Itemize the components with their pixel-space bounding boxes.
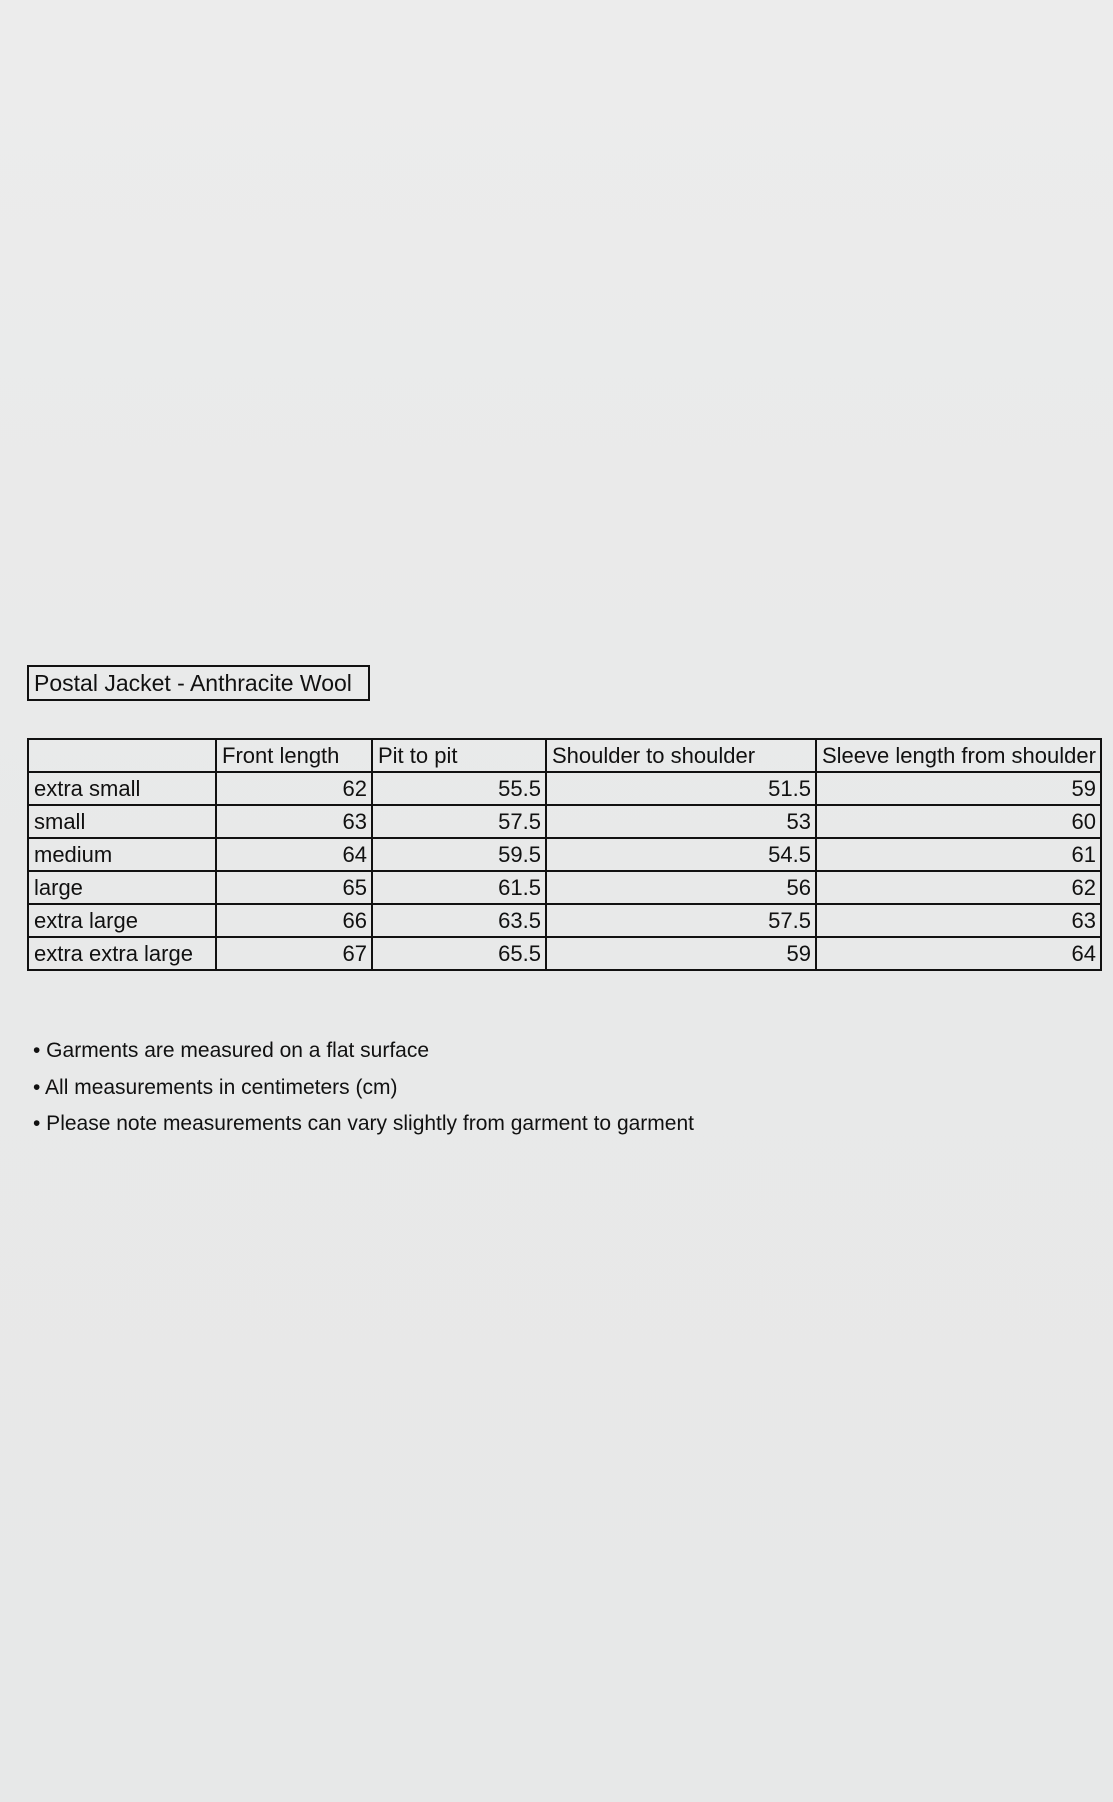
table-cell: 54.5 (546, 838, 816, 871)
measurement-notes (33, 1036, 694, 1146)
table-cell: 56 (546, 871, 816, 904)
table-cell: 53 (546, 805, 816, 838)
table-header-cell: Front length (216, 739, 372, 772)
table-header-row (28, 739, 1101, 772)
table-cell: 63 (216, 805, 372, 838)
table-row (28, 838, 1101, 871)
table-row (28, 805, 1101, 838)
table-cell: 62 (816, 871, 1101, 904)
note-item: • Please note measurements can vary slightly from garment to garment (33, 1112, 694, 1135)
table-row (28, 937, 1101, 970)
table-header-cell: Pit to pit (372, 739, 546, 772)
table-cell: 62 (216, 772, 372, 805)
table-cell: 64 (216, 838, 372, 871)
table-header-cell (28, 739, 216, 772)
table-cell: 59 (546, 937, 816, 970)
size-label: extra small (28, 772, 216, 805)
table-cell: 57.5 (546, 904, 816, 937)
table-cell: 61 (816, 838, 1101, 871)
note-item: • Garments are measured on a flat surface (33, 1039, 430, 1062)
table-cell: 66 (216, 904, 372, 937)
table-row (28, 772, 1101, 805)
table-cell: 59.5 (372, 838, 546, 871)
size-label: extra extra large (28, 937, 216, 970)
table-header-cell: Sleeve length from shoulder (816, 739, 1101, 772)
table-cell: 60 (816, 805, 1101, 838)
table-cell: 63.5 (372, 904, 546, 937)
table-row (28, 904, 1101, 937)
page-title: Postal Jacket - Anthracite Wool (27, 665, 370, 701)
size-label: large (28, 871, 216, 904)
table-cell: 59 (816, 772, 1101, 805)
note-item: • All measurements in centimeters (cm) (33, 1075, 398, 1099)
table-header-cell: Shoulder to shoulder (546, 739, 816, 772)
table-cell: 55.5 (372, 772, 546, 805)
size-label: small (28, 805, 216, 838)
table-cell: 61.5 (372, 871, 546, 904)
size-label: medium (28, 838, 216, 871)
table-cell: 64 (816, 937, 1101, 970)
table-cell: 51.5 (546, 772, 816, 805)
size-label: extra large (28, 904, 216, 937)
table-cell: 67 (216, 937, 372, 970)
table-cell: 57.5 (372, 805, 546, 838)
table-cell: 63 (816, 904, 1101, 937)
table-cell: 65 (216, 871, 372, 904)
table-cell: 65.5 (372, 937, 546, 970)
size-table (27, 738, 1102, 971)
table-row (28, 871, 1101, 904)
